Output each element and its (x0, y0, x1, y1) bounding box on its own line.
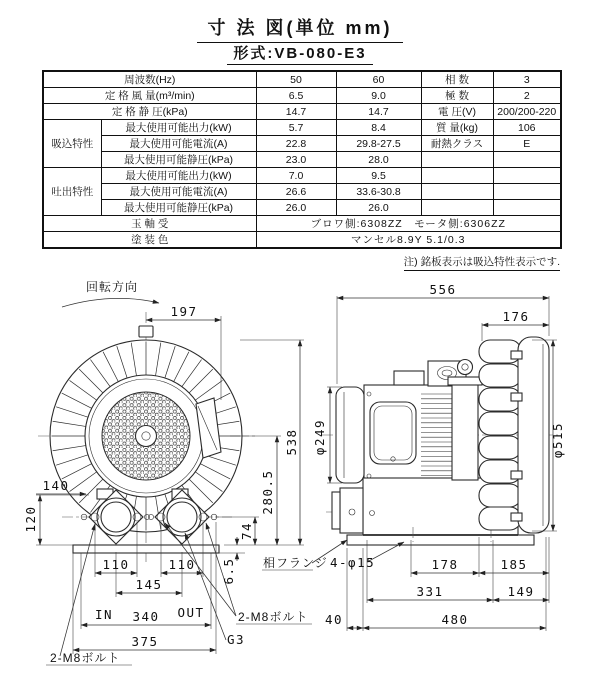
spec-label: 最大使用可能電流(A) (101, 184, 256, 200)
spec-value: 200/200-220 (493, 104, 561, 120)
dim-label: 197 (170, 304, 198, 319)
dim-label: 176 (502, 309, 530, 324)
spec-label: 耐熱クラス (421, 136, 493, 152)
spec-label: 最大使用可能静圧(kPa) (101, 152, 256, 168)
page-title-text: 寸 法 図(単位 mm) (197, 14, 402, 43)
group-discharge: 吐出特性 (43, 168, 101, 216)
dim-label: 120 (23, 505, 38, 533)
foot-plate (347, 535, 534, 545)
front-view (38, 312, 258, 562)
dim-label: 149 (507, 584, 535, 599)
spec-label: 最大使用可能電流(A) (101, 136, 256, 152)
motor-access-cover (370, 402, 416, 464)
dim-label: 140 (42, 478, 70, 493)
port-in (97, 498, 135, 536)
spec-value-50hz: 26.0 (256, 200, 336, 216)
spec-value-60hz: 29.8-27.5 (336, 136, 421, 152)
bolt-note-label: 2-M8ボルト (50, 651, 121, 665)
motor-top-box (394, 371, 424, 385)
spec-value: 106 (493, 120, 561, 136)
dim-label: 280.5 (260, 469, 275, 515)
dim-label: 40 (324, 612, 343, 627)
dim-label: 185 (500, 557, 528, 572)
dim-label: 110 (102, 557, 130, 572)
spec-label: 最大使用可能出力(kW) (101, 168, 256, 184)
spec-value-60hz: 8.4 (336, 120, 421, 136)
spec-value-50hz: 50 (256, 71, 336, 88)
dim-label: 6.5 (221, 557, 236, 585)
spec-label: 相 数 (421, 71, 493, 88)
spec-value-50hz: 6.5 (256, 88, 336, 104)
spec-label: 最大使用可能出力(kW) (101, 120, 256, 136)
spec-value-50hz: 5.7 (256, 120, 336, 136)
bearing-label: 玉 軸 受 (43, 216, 256, 232)
spec-value-50hz: 22.8 (256, 136, 336, 152)
bearing-value: ブロワ側:6308ZZ モータ側:6306ZZ (256, 216, 561, 232)
spec-value-50hz: 23.0 (256, 152, 336, 168)
spec-value-60hz: 60 (336, 71, 421, 88)
spec-value-50hz: 14.7 (256, 104, 336, 120)
bolt-note-label: 2-M8ボルト (238, 610, 309, 624)
spec-value-50hz: 7.0 (256, 168, 336, 184)
spec-value-60hz: 28.0 (336, 152, 421, 168)
dim-label: 480 (441, 612, 469, 627)
eyebolt-icon (458, 360, 473, 375)
dim-label: 340 (132, 609, 160, 624)
cover-clip (511, 513, 522, 521)
dim-label: 538 (284, 428, 299, 456)
cover-clip (511, 471, 522, 479)
model-title-text: 形式:VB-080-E3 (227, 42, 372, 65)
spec-value-60hz: 14.7 (336, 104, 421, 120)
dim-label: 145 (135, 577, 163, 592)
nameplate-note-text: 注) 銘板表示は吸込特性表示です. (404, 254, 560, 271)
spec-value-60hz: 33.6-30.8 (336, 184, 421, 200)
rotation-direction-label: 回転方向 (86, 280, 139, 294)
dim-label: 375 (131, 634, 159, 649)
paint-value: マンセル8.9Y 5.1/0.3 (256, 232, 561, 249)
dim-label: φ515 (550, 421, 565, 459)
spec-value: 2 (493, 88, 561, 104)
top-lug (139, 326, 153, 337)
port-out (163, 498, 201, 536)
dim-label: 74 (239, 521, 254, 541)
blower-casing-side (479, 337, 549, 533)
spec-label: 最大使用可能静圧(kPa) (101, 200, 256, 216)
cover-clip (511, 393, 522, 401)
fan-hub (136, 426, 157, 447)
port-out-label: OUT (177, 605, 205, 620)
mating-flange-block (340, 488, 363, 533)
paint-label: 塗 装 色 (43, 232, 256, 249)
side-view (322, 337, 558, 545)
dim-label: 178 (431, 557, 459, 572)
spec-label: 周波数(Hz) (43, 71, 256, 88)
spec-label: 定 格 静 圧(kPa) (43, 104, 256, 120)
spec-value-60hz: 9.0 (336, 88, 421, 104)
spec-value-60hz: 9.5 (336, 168, 421, 184)
spec-label: 定 格 風 量(m³/min) (43, 88, 256, 104)
thread-label: G3 (227, 632, 246, 647)
mating-flange-label: 相フランジ (263, 556, 328, 570)
spec-value: E (493, 136, 561, 152)
dim-label: 556 (429, 282, 457, 297)
spec-label: 極 数 (421, 88, 493, 104)
holes-label: 4-φ15 (330, 555, 376, 570)
casing-end-cover (518, 337, 549, 533)
spec-value-50hz: 26.6 (256, 184, 336, 200)
cover-clip (511, 351, 522, 359)
group-suction: 吸込特性 (43, 120, 101, 168)
dim-label: 110 (168, 557, 196, 572)
dim-label: 331 (416, 584, 444, 599)
spec-label: 電 圧(V) (421, 104, 493, 120)
inlet-pipe (448, 360, 482, 481)
spec-value: 3 (493, 71, 561, 88)
spec-label: 質 量(kg) (421, 120, 493, 136)
spec-value-60hz: 26.0 (336, 200, 421, 216)
dim-label: φ249 (312, 418, 327, 456)
port-in-label: IN (94, 607, 114, 622)
motor-fan-cover (336, 387, 364, 483)
mating-flange-face (332, 492, 340, 529)
